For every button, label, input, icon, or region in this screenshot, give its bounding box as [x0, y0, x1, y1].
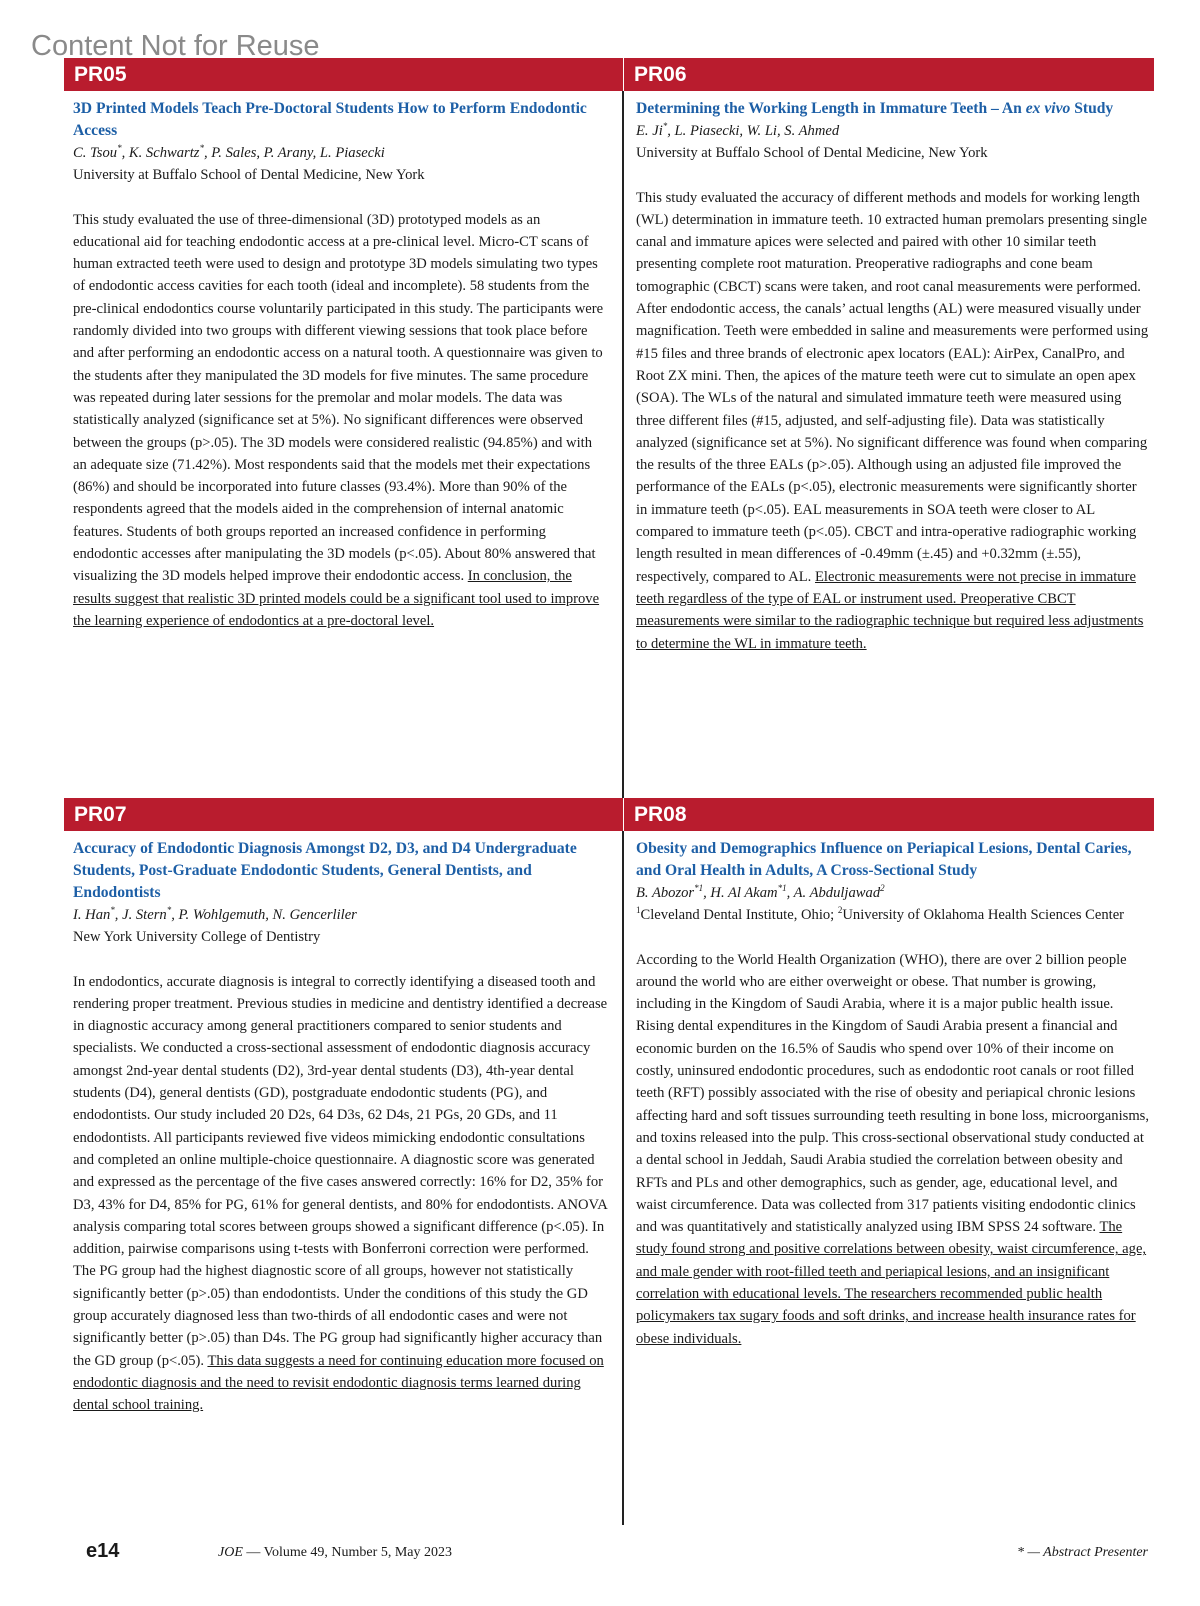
journal-issue: — Volume 49, Number 5, May 2023 [242, 1545, 452, 1560]
abstract-body [636, 187, 1151, 655]
affiliation-name: University of Oklahoma Health Sciences Center [842, 907, 1125, 924]
abstract-pr05 [73, 98, 609, 632]
author-list: E. Ji*, L. Piasecki, W. Li, S. Ahmed [636, 121, 840, 139]
abstract-conclusion: Electronic measurements were not precise in immature teeth regardless of the type of EAL or instrument used. Preoperative CBCT measurements were similar to the radiographic technique but required less adjustments to determine the WL in immature teeth. [636, 568, 1144, 652]
author-marker: * [110, 905, 115, 916]
author: W. Li [746, 123, 777, 139]
author: H. Al Akam [710, 885, 778, 901]
author: S. Ahmed [784, 123, 840, 139]
author-marker: 2 [880, 883, 885, 894]
abstract-pr08 [636, 838, 1151, 1350]
author-list: C. Tsou*, K. Schwartz*, P. Sales, P. Arany, L. Piasecki [73, 143, 385, 161]
author-marker: * [117, 143, 122, 154]
author: P. Arany [263, 145, 313, 161]
author: N. Gencerliler [272, 907, 357, 923]
author-list: B. Abozor$^{*1}$, H. Al Akam$^{*1}$, A. Abduljawad$^2$ [636, 883, 885, 901]
column-divider-bottom [622, 831, 624, 1525]
author: L. Piasecki [319, 145, 385, 161]
author-marker: * [199, 143, 204, 154]
abstract-header-pr07: PR07 [64, 798, 623, 831]
abstract-body [636, 949, 1151, 1350]
author: I. Han [73, 907, 111, 923]
abstract-body [73, 971, 609, 1417]
author: J. Stern [122, 907, 167, 923]
presenter-legend: * — Abstract Presenter [1016, 1545, 1148, 1560]
abstract-pr06 [636, 98, 1151, 655]
affiliation: New York University College of Dentistry [73, 929, 321, 946]
author-marker: *1 [777, 883, 787, 894]
affiliation: University at Buffalo School of Dental Medicine, New York [73, 167, 425, 184]
abstract-conclusion: This data suggests a need for continuing education more focused on endodontic diagnosis and the need to revisit endodontic diagnosis terms learned during dental school training. [73, 1352, 604, 1414]
author: P. Wohlgemuth [178, 907, 266, 923]
column-divider-top [622, 91, 624, 798]
author-list: I. Han*, J. Stern*, P. Wohlgemuth, N. Gencerliler [73, 905, 357, 923]
abstract-title: 3D Printed Models Teach Pre-Doctoral Students How to Perform Endodontic Access [73, 100, 587, 139]
affiliation: University at Buffalo School of Dental Medicine, New York [636, 145, 988, 162]
abstract-text: In endodontics, accurate diagnosis is integral to correctly identifying a diseased tooth and rendering proper treatment. Previous studies in medicine and dentistry identified a decrease in diagnostic accuracy among general practitioners compared to senior students and specialists. We conducted a cross-sectional assessment of endodontic diagnosis accuracy amongst 2nd-year dental students (D2), 3rd-year dental students (D3), 4th-year dental students (D4), general dentists (GD), postgraduate endodontic students (PG), and endodontists. Our study included 20 D2s, 64 D3s, 62 D4s, 21 PGs, 20 GDs, and 11 endodontists. All participants reviewed five videos mimicking endodontic consultations and completed an online multiple-choice questionnaire. A diagnostic score was generated and expressed as the percentage of the five cases answered correctly: 16% for D2, 35% for D3, 43% for D4, 85% for PG, 61% for general dentists, and 80% for endodontists. ANOVA analysis comparing total scores between groups showed a significant difference (p<.05). In addition, pairwise comparisons using t-tests with Bonferroni correction were performed. The PG group had the highest diagnostic score of all groups, however not statistically significantly better (p>.05) than endodontists. Under the conditions of this study the GD group accurately diagnosed less than two-thirds of all endodontic cases and were not significantly better (p>.05) than D4s. The PG group had significantly higher accuracy than the GD group (p<.05). [73, 973, 608, 1369]
abstract-text: This study evaluated the use of three-dimensional (3D) prototyped models as an educational aid for teaching endodontic access at a pre-clinical level. Micro-CT scans of human extracted teeth were used to design and prototype 3D models simulating two types of endodontic access cavities for each tooth (ideal and incomplete). 58 students from the pre-clinical endodontics course voluntarily participated in this study. The participants were randomly divided into two groups with different viewing sessions that took place before and after performing an endodontic access on a natural tooth. A questionnaire was given to the students after they manipulated the 3D models for five minutes. The same procedure was repeated during later sessions for the premolar and molar models. The data was statistically analyzed (significance set at 5%). No significant differences were observed between the groups (p>.05). The 3D models were considered realistic (94.85%) and with an adequate size (71.42%). Most respondents said that the models met their expectations (86%) and should be incorporated into future classes (93.4%). More than 90% of the respondents agreed that the models aided in the comprehension of internal anatomic features. Students of both groups reported an increased confidence in performing endodontic accesses after manipulating the 3D models (p<.05). About 80% answered that visualizing the 3D models helped improve their endodontic access. [73, 211, 604, 585]
author: C. Tsou [73, 145, 118, 161]
abstract-text: This study evaluated the accuracy of different methods and models for working length (WL) determination in immature teeth. 10 extracted human premolars presenting single canal and immature apices were selected and paired with other 10 similar teeth presenting complete root maturation. Preoperative radiographs and cone beam tomographic (CBCT) scans were taken, and root canal measurements were performed. After endodontic access, the canals’ actual lengths (AL) were measured visually under magnification. Teeth were embedded in saline and measurements were performed using #15 files and three brands of electronic apex locators (EAL): AirPex, CanalPro, and Root ZX mini. Then, the apices of the mature teeth were cut to simulate an open apex (SOA). The WLs of the natural and simulated immature teeth were measured using three different files (#15, adjusted, and self-adjusting file). Data was statistically analyzed (significance set at 5%). No significant difference was found when comparing the results of the three EALs (p>.05). Although using an adjusted file improved the performance of the EALs (p<.05), electronic measurements were significantly shorter in immature teeth (p<.05). EAL measurements in SOA teeth were closer to AL compared to immature teeth (p<.05). CBCT and intra-operative radiographic working length resulted in mean differences of -0.49mm (±.45) and +0.32mm (±.55), respectively, compared to AL. [636, 189, 1149, 585]
affiliation-name: Cleveland Dental Institute, Ohio; [640, 907, 838, 924]
title-text: Study [1070, 100, 1114, 117]
author: A. Abduljawad [793, 885, 881, 901]
abstract-header-pr08: PR08 [624, 798, 1154, 831]
abstract-body [73, 209, 609, 633]
abstract-title: Obesity and Demographics Influence on Periapical Lesions, Dental Caries, and Oral Health in Adults, A Cross-Sectional Study [636, 840, 1132, 879]
abstract-text: According to the World Health Organization (WHO), there are over 2 billion people around the world who are either overweight or obese. That number is growing, including in the Kingdom of Saudi Arabia, where it is a major public health issue. Rising dental expenditures in the Kingdom of Saudi Arabia present a financial and economic burden on the 16.5% of Saudis who spend over 10% of their income on costly, uninsured endodontic procedures, such as endodontic root canals or root filled teeth (RFT) possibly associated with the rise of obesity and periapical chronic lesions affecting hard and soft tissues surrounding teeth resulting in bone loss, microorganisms, and toxins released into the pulp. This cross-sectional observational study conducted at a dental school in Jeddah, Saudi Arabia studied the correlation between obesity and RFTs and PLs and other demographics, such as gender, age, educational level, and waist circumference. Data was collected from 317 patients visiting endodontic clinics and was quantitatively and statistically analyzed using IBM SPSS 24 software. [636, 951, 1149, 1236]
title-text: Determining the Working Length in Immature Teeth – An [636, 100, 1026, 117]
page-number: e14 [86, 1540, 120, 1562]
affiliation [636, 904, 1151, 926]
journal-abbrev: JOE [218, 1545, 243, 1560]
author: B. Abozor [636, 885, 695, 901]
abstract-header-pr05: PR05 [64, 58, 623, 91]
abstract-header-pr06: PR06 [624, 58, 1154, 91]
author: E. Ji [636, 123, 663, 139]
author-marker: *1 [694, 883, 704, 894]
journal-citation [218, 1545, 452, 1561]
author-marker: * [166, 905, 172, 916]
affiliation-marker: 2 [837, 905, 843, 916]
author: P. Sales [211, 145, 257, 161]
affiliation-marker: 1 [636, 905, 641, 916]
abstract-conclusion: In conclusion, the results suggest that realistic 3D printed models could be a significant tool used to improve the learning experience of endodontics at a pre-doctoral level. [73, 568, 600, 629]
abstract-title [636, 98, 1151, 120]
author: L. Piasecki [674, 123, 740, 139]
author-marker: * [662, 121, 668, 132]
author: K. Schwartz [128, 145, 200, 161]
abstract-title: Accuracy of Endodontic Diagnosis Amongst D2, D3, and D4 Undergraduate Students, Post-Graduate Endodontic Students, General Dentists, and Endodontists [73, 840, 577, 901]
title-italic-text: ex vivo [1025, 100, 1071, 117]
abstract-conclusion: The study found strong and positive correlations between obesity, waist circumference, age, and male gender with root-filled teeth and periapical lesions, and an insignificant correlation with educational levels. The researchers recommended public health policymakers tax sugary foods and soft drinks, and increase health insurance rates for obese individuals. [636, 1219, 1147, 1347]
abstract-pr07 [73, 838, 609, 1417]
watermark: Content Not for Reuse [31, 30, 320, 62]
